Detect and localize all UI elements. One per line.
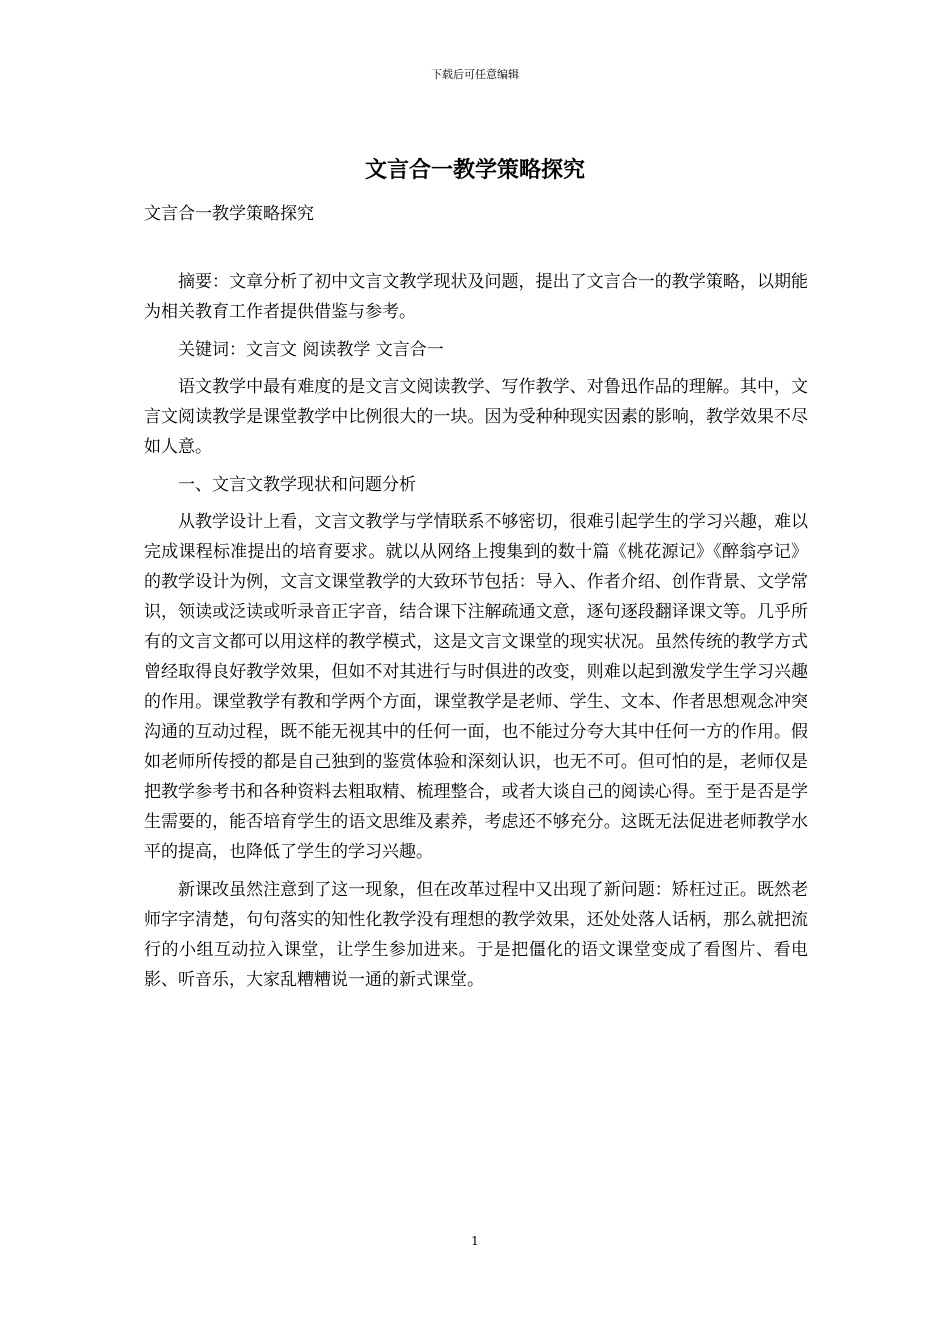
- document-title: 文言合一教学策略探究: [364, 157, 585, 183]
- keywords-line: 关键词：文言文 阅读教学 文言合一: [178, 339, 444, 360]
- document-subtitle: 文言合一教学策略探究: [144, 204, 314, 224]
- page-number: 1: [471, 1234, 479, 1248]
- body-paragraph-2: 新课改虽然注意到了这一现象，但在改革过程中又出现了新问题：矫枉过正。既然老师字字清楚，句句落实的知性化教学没有理想的教学效果，还处处落人话柄，那么就把流行的小组互动拉入课堂，让学生参加进来。于是把僵化的语文课堂变成了看图片、看电影、听音乐，大家乱糟糟说一通的新式课堂。: [144, 879, 808, 990]
- body-paragraph-1: 从教学设计上看，文言文教学与学情联系不够密切，很难引起学生的学习兴趣，难以完成课程标准提出的培育要求。就以从网络上搜集到的数十篇《桃花源记》《醉翁亭记》的教学设计为例，文言文课堂教学的大致环节包括：导入、作者介绍、创作背景、文学常识，领读或泛读或听录音正字音，结合课下注解疏通文意，逐句逐段翻译课文等。几乎所有的文言文都可以用这样的教学模式，这是文言文课堂的现实状况。虽然传统的教学方式曾经取得良好教学效果，但如不对其进行与时俱进的改变，则难以起到激发学生学习兴趣的作用。课堂教学有教和学两个方面，课堂教学是老师、学生、文本、作者思想观念冲突沟通的互动过程，既不能无视其中的任何一面，也不能过分夸大其中任何一方的作用。假如老师所传授的都是自己独到的鉴赏体验和深刻认识，也无不可。但可怕的是，老师仅是把教学参考书和各种资料去粗取精、梳理整合，或者大谈自己的阅读心得。至于是否是学生需要的，能否培育学生的语文思维及素养，考虑还不够充分。这既无法促进老师教学水平的提高，也降低了学生的学习兴趣。: [144, 512, 808, 863]
- document-body: [144, 199, 808, 1003]
- header-note: 下载后可任意编辑: [431, 68, 519, 81]
- abstract-paragraph: 摘要：文章分析了初中文言文教学现状及问题，提出了文言合一的教学策略，以期能为相关教育工作者提供借鉴与参考。: [144, 272, 808, 322]
- section-heading: 一、文言文教学现状和问题分析: [178, 474, 416, 495]
- intro-paragraph: 语文教学中最有难度的是文言文阅读教学、写作教学、对鲁迅作品的理解。其中，文言文阅读教学是课堂教学中比例很大的一块。因为受种种现实因素的影响，教学效果不尽如人意。: [144, 377, 808, 458]
